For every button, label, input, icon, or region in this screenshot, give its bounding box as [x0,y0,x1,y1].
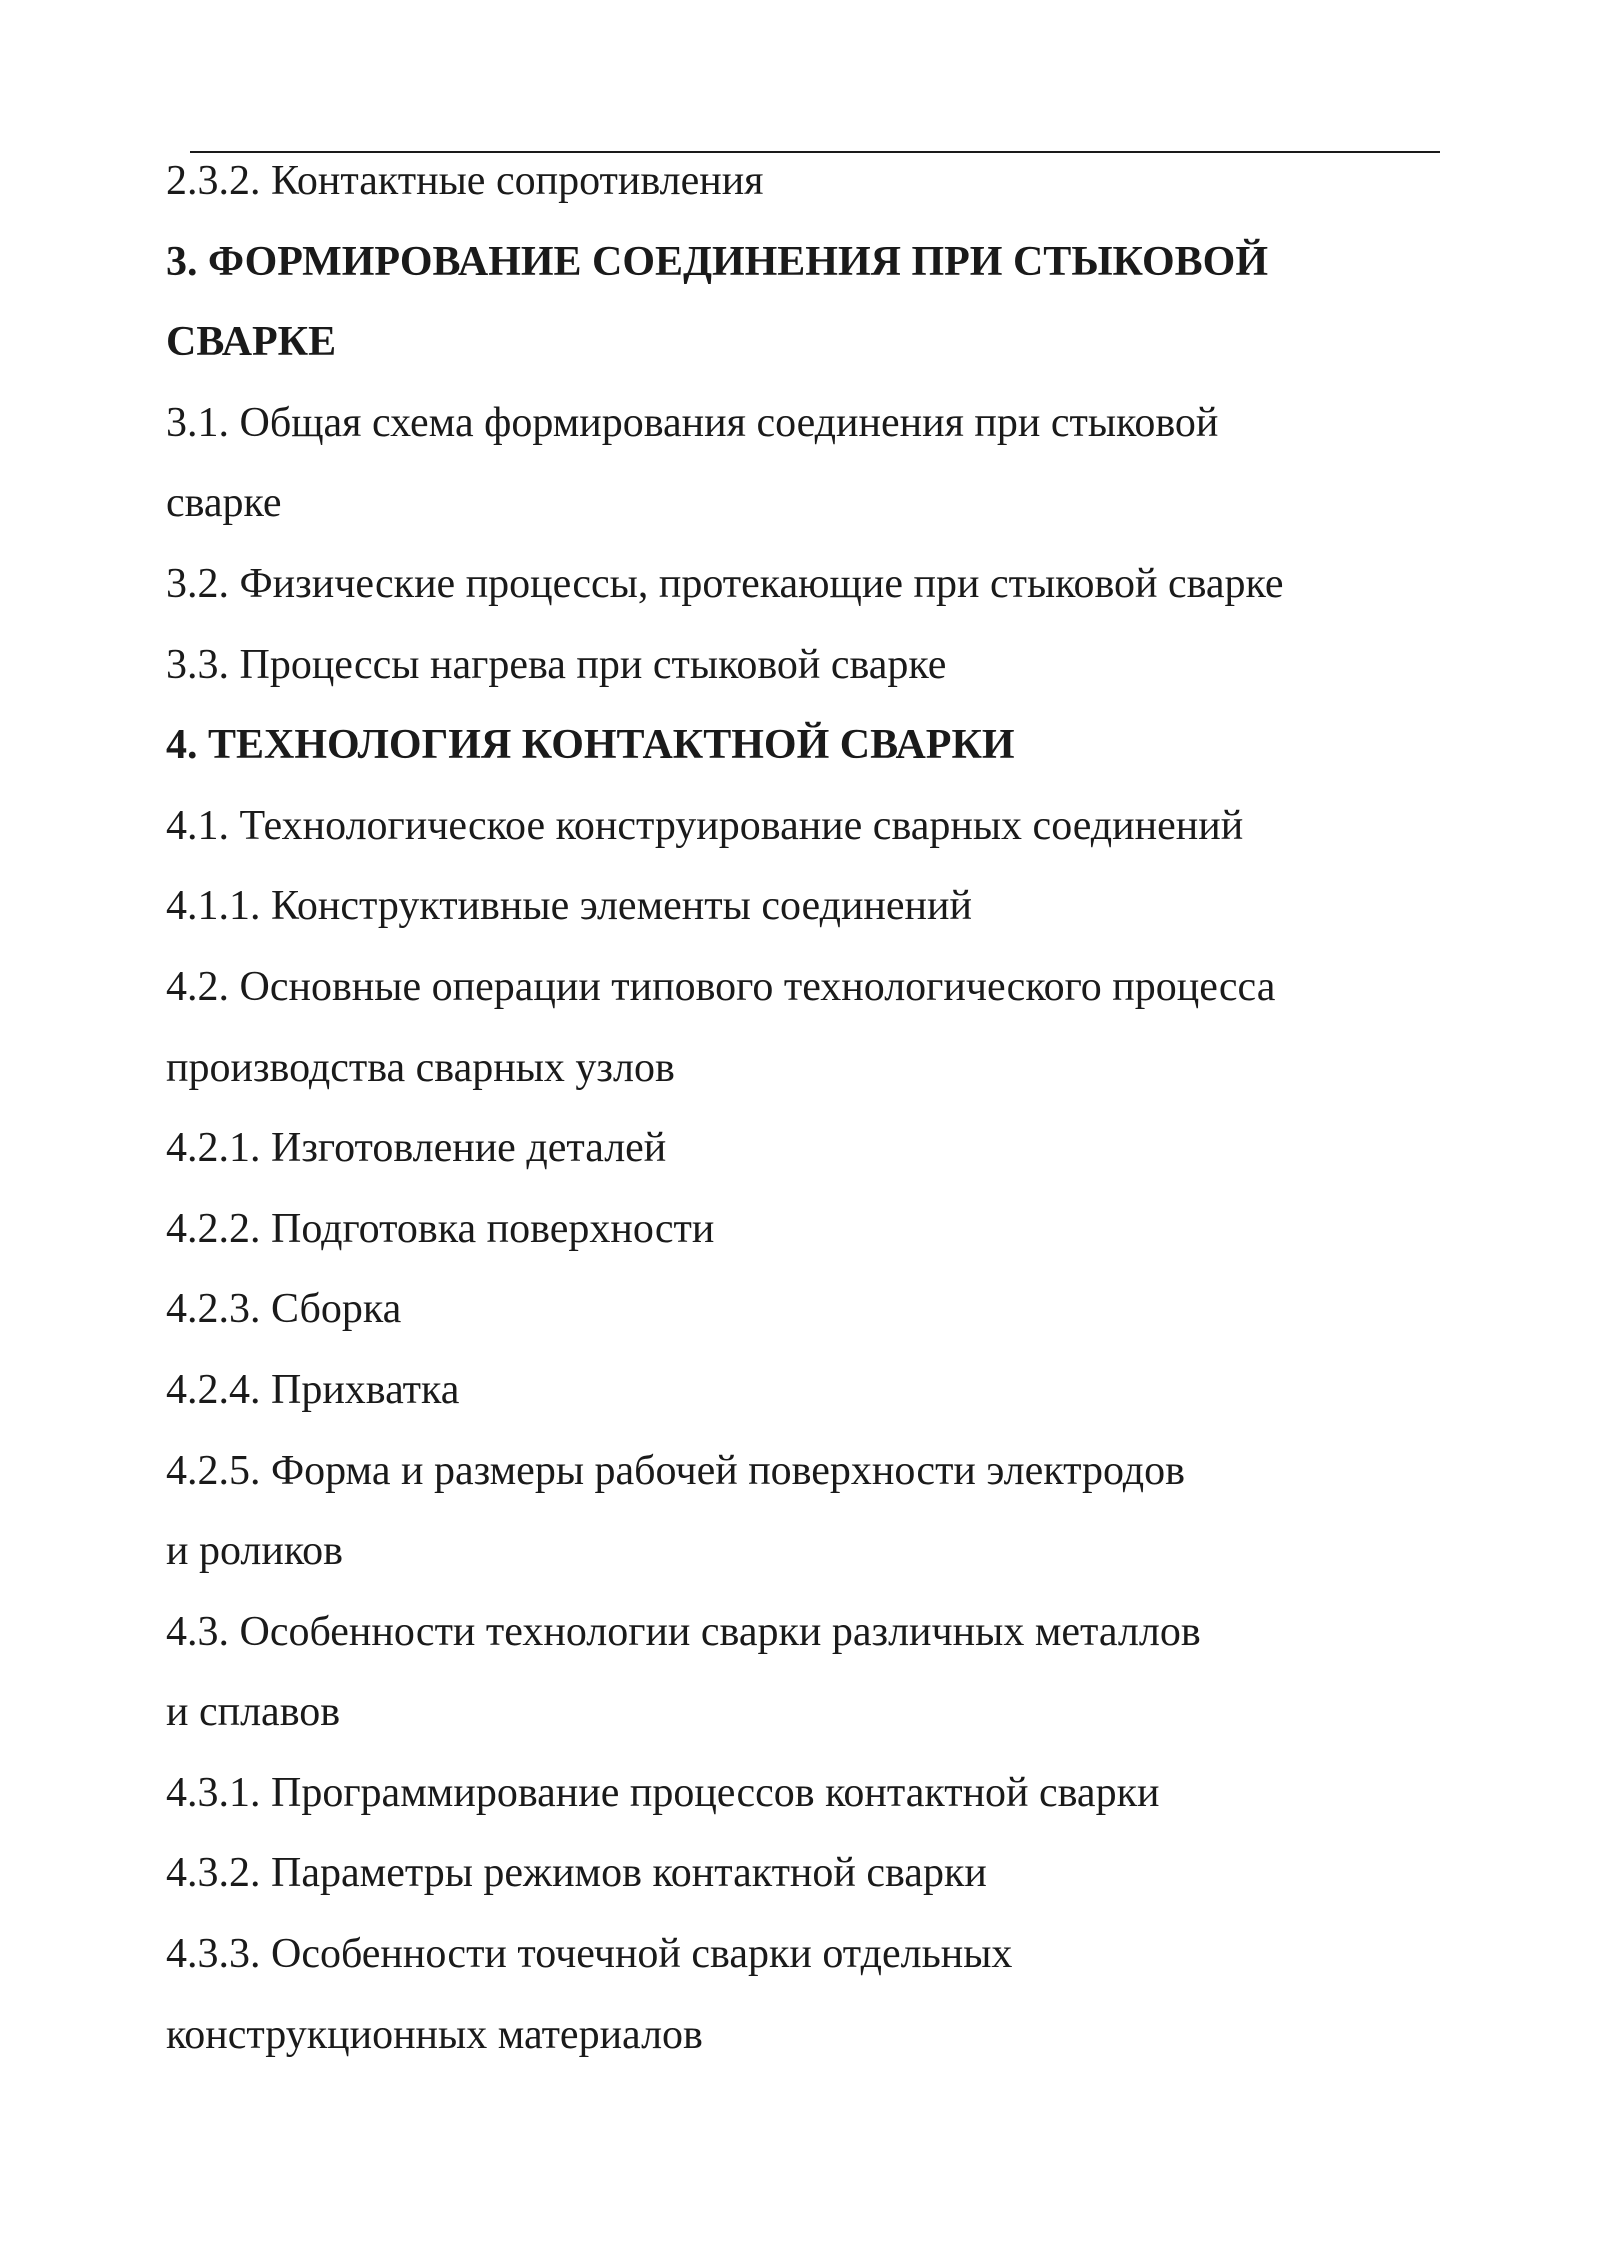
toc-line: конструкционных материалов [166,2011,703,2058]
toc-line: 4.2.3. Сборка [166,1286,402,1333]
table-of-contents [166,153,1466,2087]
toc-line: и роликов [166,1528,343,1575]
toc-line: 4.3.2. Параметры режимов контактной сварки [166,1850,987,1897]
toc-line: 4.3.1. Программирование процессов контактной сварки [166,1769,1160,1816]
toc-line: производства сварных узлов [166,1044,675,1091]
toc-line: и сплавов [166,1689,341,1736]
toc-line: 3.1. Общая схема формирования соединения при стыковой [166,399,1219,446]
toc-section-heading: 3. ФОРМИРОВАНИЕ СОЕДИНЕНИЯ ПРИ СТЫКОВОЙ [166,238,1268,285]
toc-line: 4.2. Основные операции типового технологического процесса [166,963,1276,1010]
toc-line: 4.2.4. Прихватка [166,1366,460,1413]
toc-line: 4.1.1. Конструктивные элементы соединений [166,883,972,930]
toc-line: 2.3.2. Контактные сопротивления [166,158,764,204]
toc-line: 4.1. Технологическое конструирование сварных соединений [166,802,1244,849]
toc-line: 3.3. Процессы нагрева при стыковой сварке [166,641,947,688]
toc-line: 4.2.5. Форма и размеры рабочей поверхности электродов [166,1447,1185,1494]
toc-section-heading: СВАРКЕ [166,319,337,366]
toc-line: 3.2. Физические процессы, протекающие при стыковой сварке [166,560,1284,607]
toc-line: 4.2.1. Изготовление деталей [166,1125,667,1172]
toc-line: 4.3. Особенности технологии сварки различных металлов [166,1608,1201,1655]
toc-line: сварке [166,480,282,527]
toc-line: 4.2.2. Подготовка поверхности [166,1205,715,1252]
toc-section-heading: 4. ТЕХНОЛОГИЯ КОНТАКТНОЙ СВАРКИ [166,722,1015,769]
toc-line: 4.3.3. Особенности точечной сварки отдельных [166,1931,1013,1978]
